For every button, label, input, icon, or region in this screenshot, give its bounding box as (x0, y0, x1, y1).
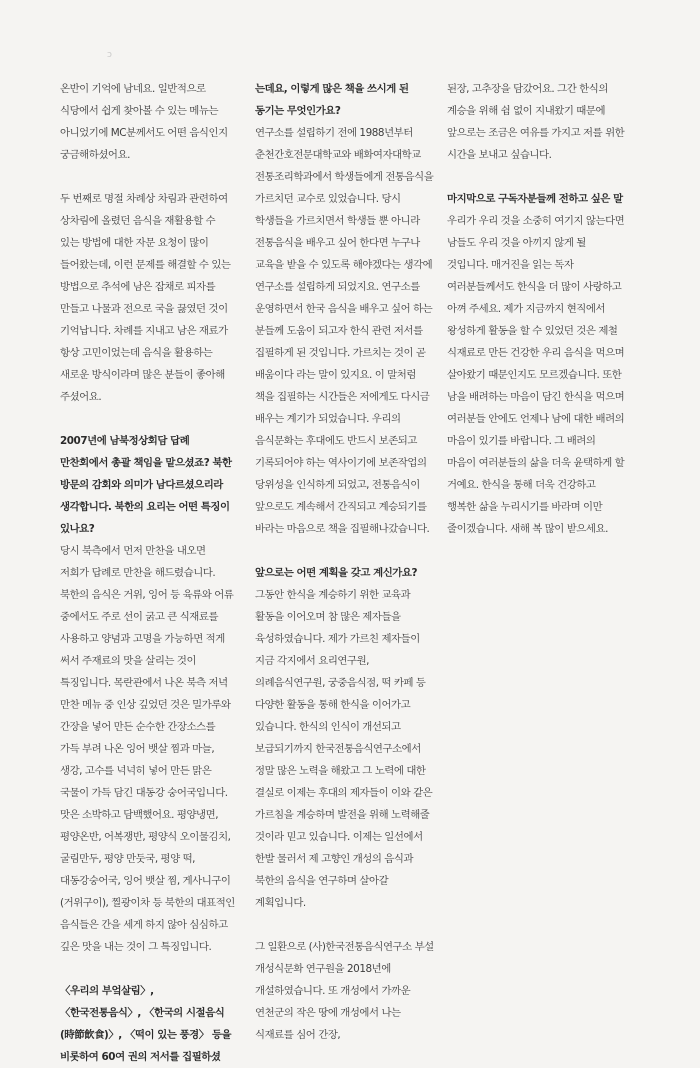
interview-question: 마지막으로 구독자분들께 전하고 싶은 말 (447, 193, 623, 205)
pencil-mark-icon: ↄ (107, 50, 112, 60)
column-left (60, 78, 236, 1068)
interview-question: 2007년에 남북정상회담 답례 만찬회에서 총괄 책임을 맡으셨죠? 북한 방문의 감회와 의미가 남다르셨으리라 생각합니다. 북한의 요리는 어떤 특징이 있나요? (60, 435, 232, 535)
interview-answer: 그동안 한식을 계승하기 위한 교육과 활동을 이어오며 참 많은 제자들을 육성하였습니다. 제가 가르친 제자들이 지금 각지에서 요리연구원, 의례음식연구원, 궁중음식점, 떡 카페 등 다양한 활동을 통해 한식을 이어가고 있습니다. 한식의 인식이 개선되고 보급되기까지 한국전통음식연구소에서 정말 많은 노력을 해왔고 그 노력에 대한 결실로 이제는 후대의 제자들이 이와 같은 가르침을 계승하며 발전을 위해 노력해줄 것이라 믿고 있습니다. 이제는 일선에서 한발 물러서 제 고향인 개성의 음식과 북한의 음식을 연구하며 살아갈 계획입니다. (255, 589, 433, 909)
paragraph-gap (60, 408, 236, 430)
interview-answer: 그 일환으로 (사)한국전통음식연구소 부설 개성식문화 연구원을 2018년에 개설하였습니다. 또 개성에서 가까운 연천군의 작은 땅에 개성에서 나는 식재료를 심어 간장, (255, 941, 434, 1041)
paragraph-gap (447, 166, 626, 188)
interview-answer: 우리가 우리 것을 소중히 여기지 않는다면 남들도 우리 것을 아끼지 않게 될 것입니다. 매거진을 읽는 독자 여러분들께서도 한식을 더 많이 사랑하고 아껴 주세요. 제가 지금까지 현직에서 왕성하게 활동을 할 수 있었던 것은 제철 식재료로 만든 건강한 우리 음식을 먹으며 살아왔기 때문인지도 모르겠습니다. 또한 남을 배려하는 마음이 담긴 한식을 먹으며 여러분들 안에도 언제나 남에 대한 배려의 마음이 있기를 바랍니다. 그 배려의 마음이 여러분들의 삶을 더욱 윤택하게 할 거예요. 한식을 통해 더욱 건강하고 행복한 삶을 누리시기를 바라며 이만 줄이겠습니다. 새해 복 많이 받으세요. (447, 215, 625, 535)
paragraph-gap (60, 166, 236, 188)
column-middle (255, 78, 434, 1046)
interview-question: 〈우리의 부엌살림〉, 〈한국전통음식〉, 〈한국의 시절음식(時節飮食)〉, 〈떡이 있는 풍경〉 등을 비롯하여 60여 권의 저서를 집필하셨 (60, 985, 232, 1063)
interview-answer: 연구소를 설립하기 전에 1988년부터 춘천간호전문대학교와 배화여자대학교 전통조리학과에서 학생들에게 전통음식을 가르치던 교수로 있었습니다. 당시 학생들을 가르치면서 학생들 뿐 아니라 전통음식을 배우고 싶어 한다면 누구나 교육을 받을 수 있도록 해야겠다는 생각에 연구소를 설립하게 되었지요. 연구소를 운영하면서 한국 음식을 배우고 싶어 하는 분들께 도움이 되고자 한식 관련 저서를 집필하게 된 것입니다. 가르치는 것이 곧 배움이다 라는 말이 있지요. 이 말처럼 책을 집필하는 시간들은 저에게도 다시금 배우는 계기가 되었습니다. 우리의 음식문화는 후대에도 반드시 보존되고 기록되어야 하는 역사이기에 보존작업의 당위성을 인식하게 되었고, 전통음식이 앞으로도 계속해서 간직되고 계승되기를 바라는 마음으로 책을 집필해나갔습니다. (255, 127, 434, 535)
paragraph-gap (255, 540, 434, 562)
interview-answer: 두 번째로 명절 차례상 차림과 관련하여 상차림에 올렸던 음식을 재활용할 수 있는 방법에 대한 자문 요청이 많이 들어왔는데, 이런 문제를 해결할 수 있는 방법으로 추석에 남은 잡채로 피자를 만들고 나물과 전으로 국을 끓였던 것이 기억납니다. 차례를 지내고 남은 재료가 항상 고민이었는데 음식을 활용하는 새로운 방식이라며 많은 분들이 좋아해 주셨어요. (60, 193, 231, 403)
interview-question: 앞으로는 어떤 계획을 갖고 계신가요? (255, 567, 418, 579)
interview-question: 는데요, 이렇게 많은 책을 쓰시게 된 동기는 무엇인가요? (255, 83, 409, 117)
paragraph-gap (255, 914, 434, 936)
paragraph-gap (60, 958, 236, 980)
interview-answer: 온반이 기억에 남네요. 일반적으로 식당에서 쉽게 찾아볼 수 있는 메뉴는 아니었기에 MC분께서도 어떤 음식인지 궁금해하셨어요. (60, 83, 228, 161)
interview-answer: 된장, 고추장을 담갔어요. 그간 한식의 계승을 위해 쉼 없이 지내왔기 때문에 앞으로는 조금은 여유를 가지고 저를 위한 시간을 보내고 싶습니다. (447, 83, 625, 161)
interview-answer: 당시 북측에서 먼저 만찬을 내오면 저희가 답례로 만찬을 해드렸습니다. 북한의 음식은 거위, 잉어 등 육류와 어류 중에서도 주로 선이 굵고 큰 식재료를 사용하고 양념과 고명을 가능하면 적게 써서 주재료의 맛을 살리는 것이 특징입니다. 목란관에서 나온 북측 저녁 만찬 메뉴 중 인상 깊었던 것은 밀가루와 간장을 넣어 만든 순수한 간장소스를 가득 부려 나온 잉어 뱃살 찜과 마늘, 생강, 고수를 넉넉히 넣어 만든 맑은 국물이 가득 담긴 대동강 숭어국입니다. 맛은 소박하고 담백했어요. 평양냉면, 평양온반, 어복쟁반, 평양식 오이물김치, 굴림만두, 평양 만둣국, 평양 떡, 대동강숭어국, 잉어 뱃살 찜, 게사니구이(거위구이), 찔광이차 등 북한의 대표적인 음식들은 간을 세게 하지 않아 심심하고 깊은 맛을 내는 것이 그 특징입니다. (60, 545, 235, 953)
column-right (447, 78, 626, 540)
